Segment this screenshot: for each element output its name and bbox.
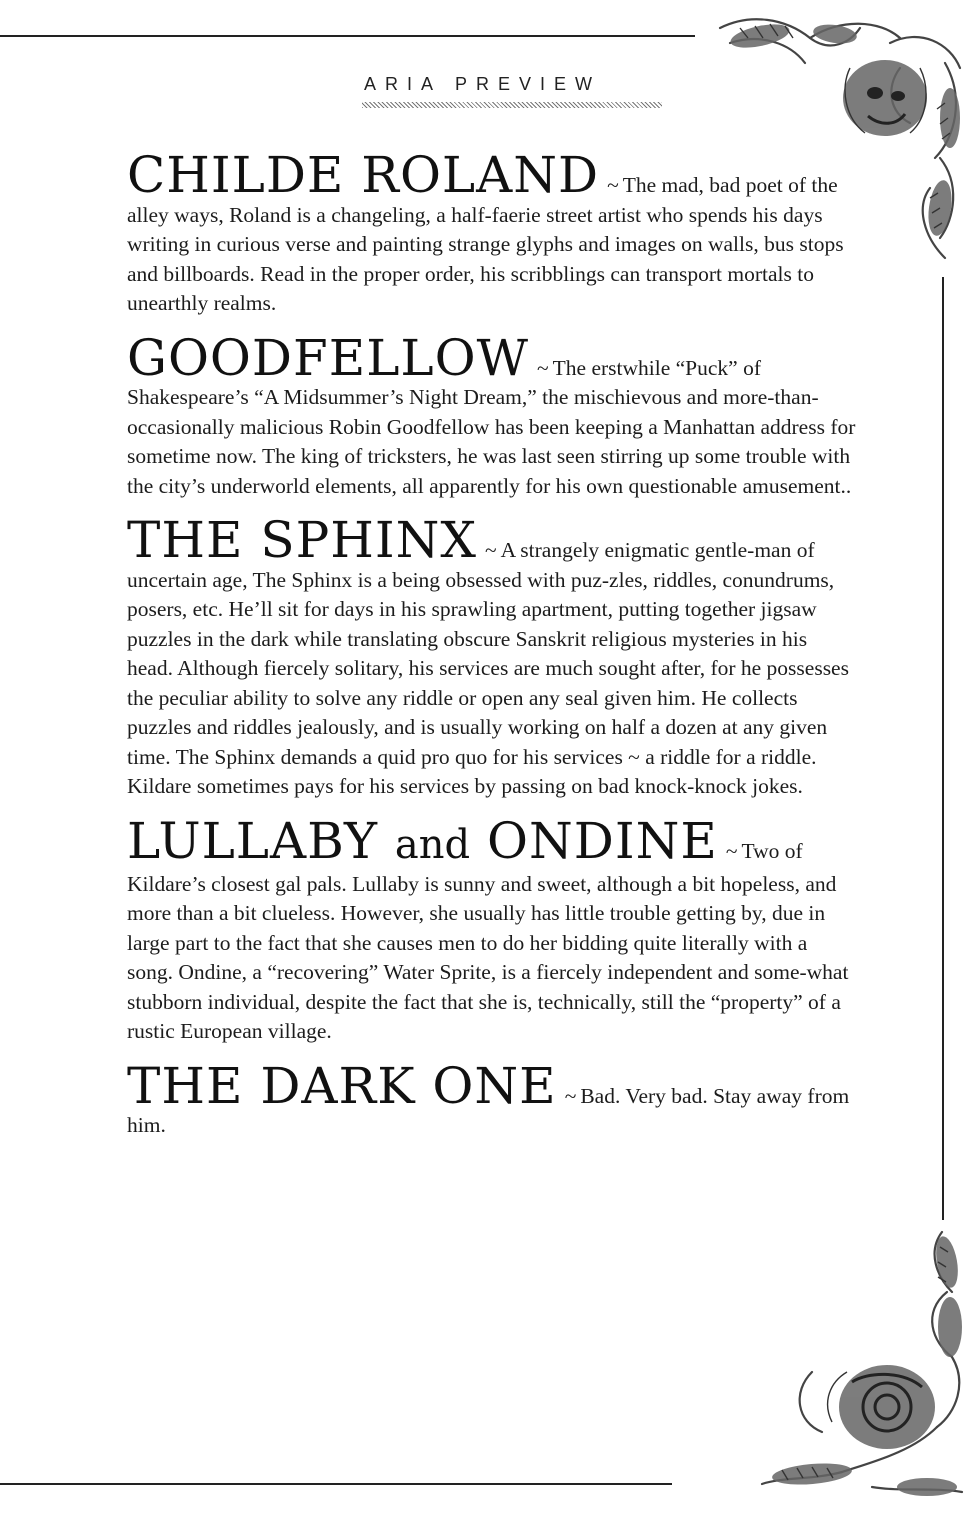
entry-separator: ~ [564, 1083, 577, 1108]
entry-separator: ~ [537, 355, 549, 380]
entry-name: GOODFELLOW [127, 328, 529, 387]
entry-separator: ~ [607, 173, 619, 197]
entry-name [127, 812, 718, 870]
entry-description: The mad, bad poet of the alley ways, Roland is a changeling, a half-faerie street artist who spends his days writing in curious verse and painting strange glyphs and images on walls, bus stops and billboards. Read in the proper order, his scribblings can transport mortals to unearthly realms. [127, 173, 844, 315]
entry-name-lullaby: LULLABY [127, 811, 378, 870]
header-underline-bar [362, 102, 662, 108]
entry-lullaby-and-ondine [127, 811, 857, 1047]
right-border-rule [942, 277, 944, 1220]
bottom-border-rule [0, 1483, 672, 1485]
entry-separator: ~ [484, 538, 497, 562]
entry-name-conjunction: and [394, 821, 471, 868]
entry-the-sphinx [127, 511, 857, 802]
entry-name: THE SPHINX [127, 511, 477, 569]
entry-name: THE DARK ONE [127, 1056, 557, 1115]
entry-description: Two of Kildare’s closest gal pals. Lullaby is sunny and sweet, although a bit hopeless, and more than a bit clueless. However, she usually has little trouble getting by, due in large part to the fact that she causes men to do her bidding quite literally with a song. Ondine, a “recovering” Water Sprite, is a fiercely independent and some-what stubborn individual, despite the fact that she is, technically, still the “property” of a rustic European village. [127, 838, 849, 1043]
entry-name: CHILDE ROLAND [127, 146, 600, 204]
entry-description: Bad. Very bad. Stay away from him. [127, 1083, 850, 1137]
entry-goodfellow [127, 328, 857, 502]
corner-ornament-bottom-icon [752, 1222, 976, 1512]
top-border-rule [0, 35, 695, 37]
entry-description: A strangely enigmatic gentle-man of uncertain age, The Sphinx is a being obsessed with puz-zles, riddles, conundrums, posers, etc. He’ll sit for days in his sprawling apartment, putting together jigsaw puzzles in the dark while translating obscure Sanskrit religious mysteries in his head. Although fiercely solitary, his services are much sought after, for he possesses the peculiar ability to solve any riddle or open any seal given him. He collects puzzles and riddles jealously, and is usually working on half a dozen at any given time. The Sphinx demands a quid pro quo for his services ~ a riddle for a riddle. Kildare sometimes pays for his services by passing on bad knock-knock jokes. [127, 538, 849, 798]
entry-name-ondine: ONDINE [487, 811, 718, 870]
entry-separator: ~ [725, 838, 738, 863]
character-list [127, 146, 857, 1155]
entry-the-dark-one [127, 1056, 857, 1141]
header-title: ARIA PREVIEW [364, 74, 602, 94]
entry-description: The erstwhile “Puck” of Shakespeare’s “A Midsummer’s Night Dream,” the mischievous and more-than-occasionally malicious Robin Goodfellow has been keeping a Manhattan address for sometime now. The king of tricksters, he was last seen stirring up some trouble with the city’s underworld elements, all apparently for his own questionable amusement.. [127, 355, 856, 498]
entry-childe-roland [127, 146, 857, 319]
section-header [340, 72, 665, 112]
